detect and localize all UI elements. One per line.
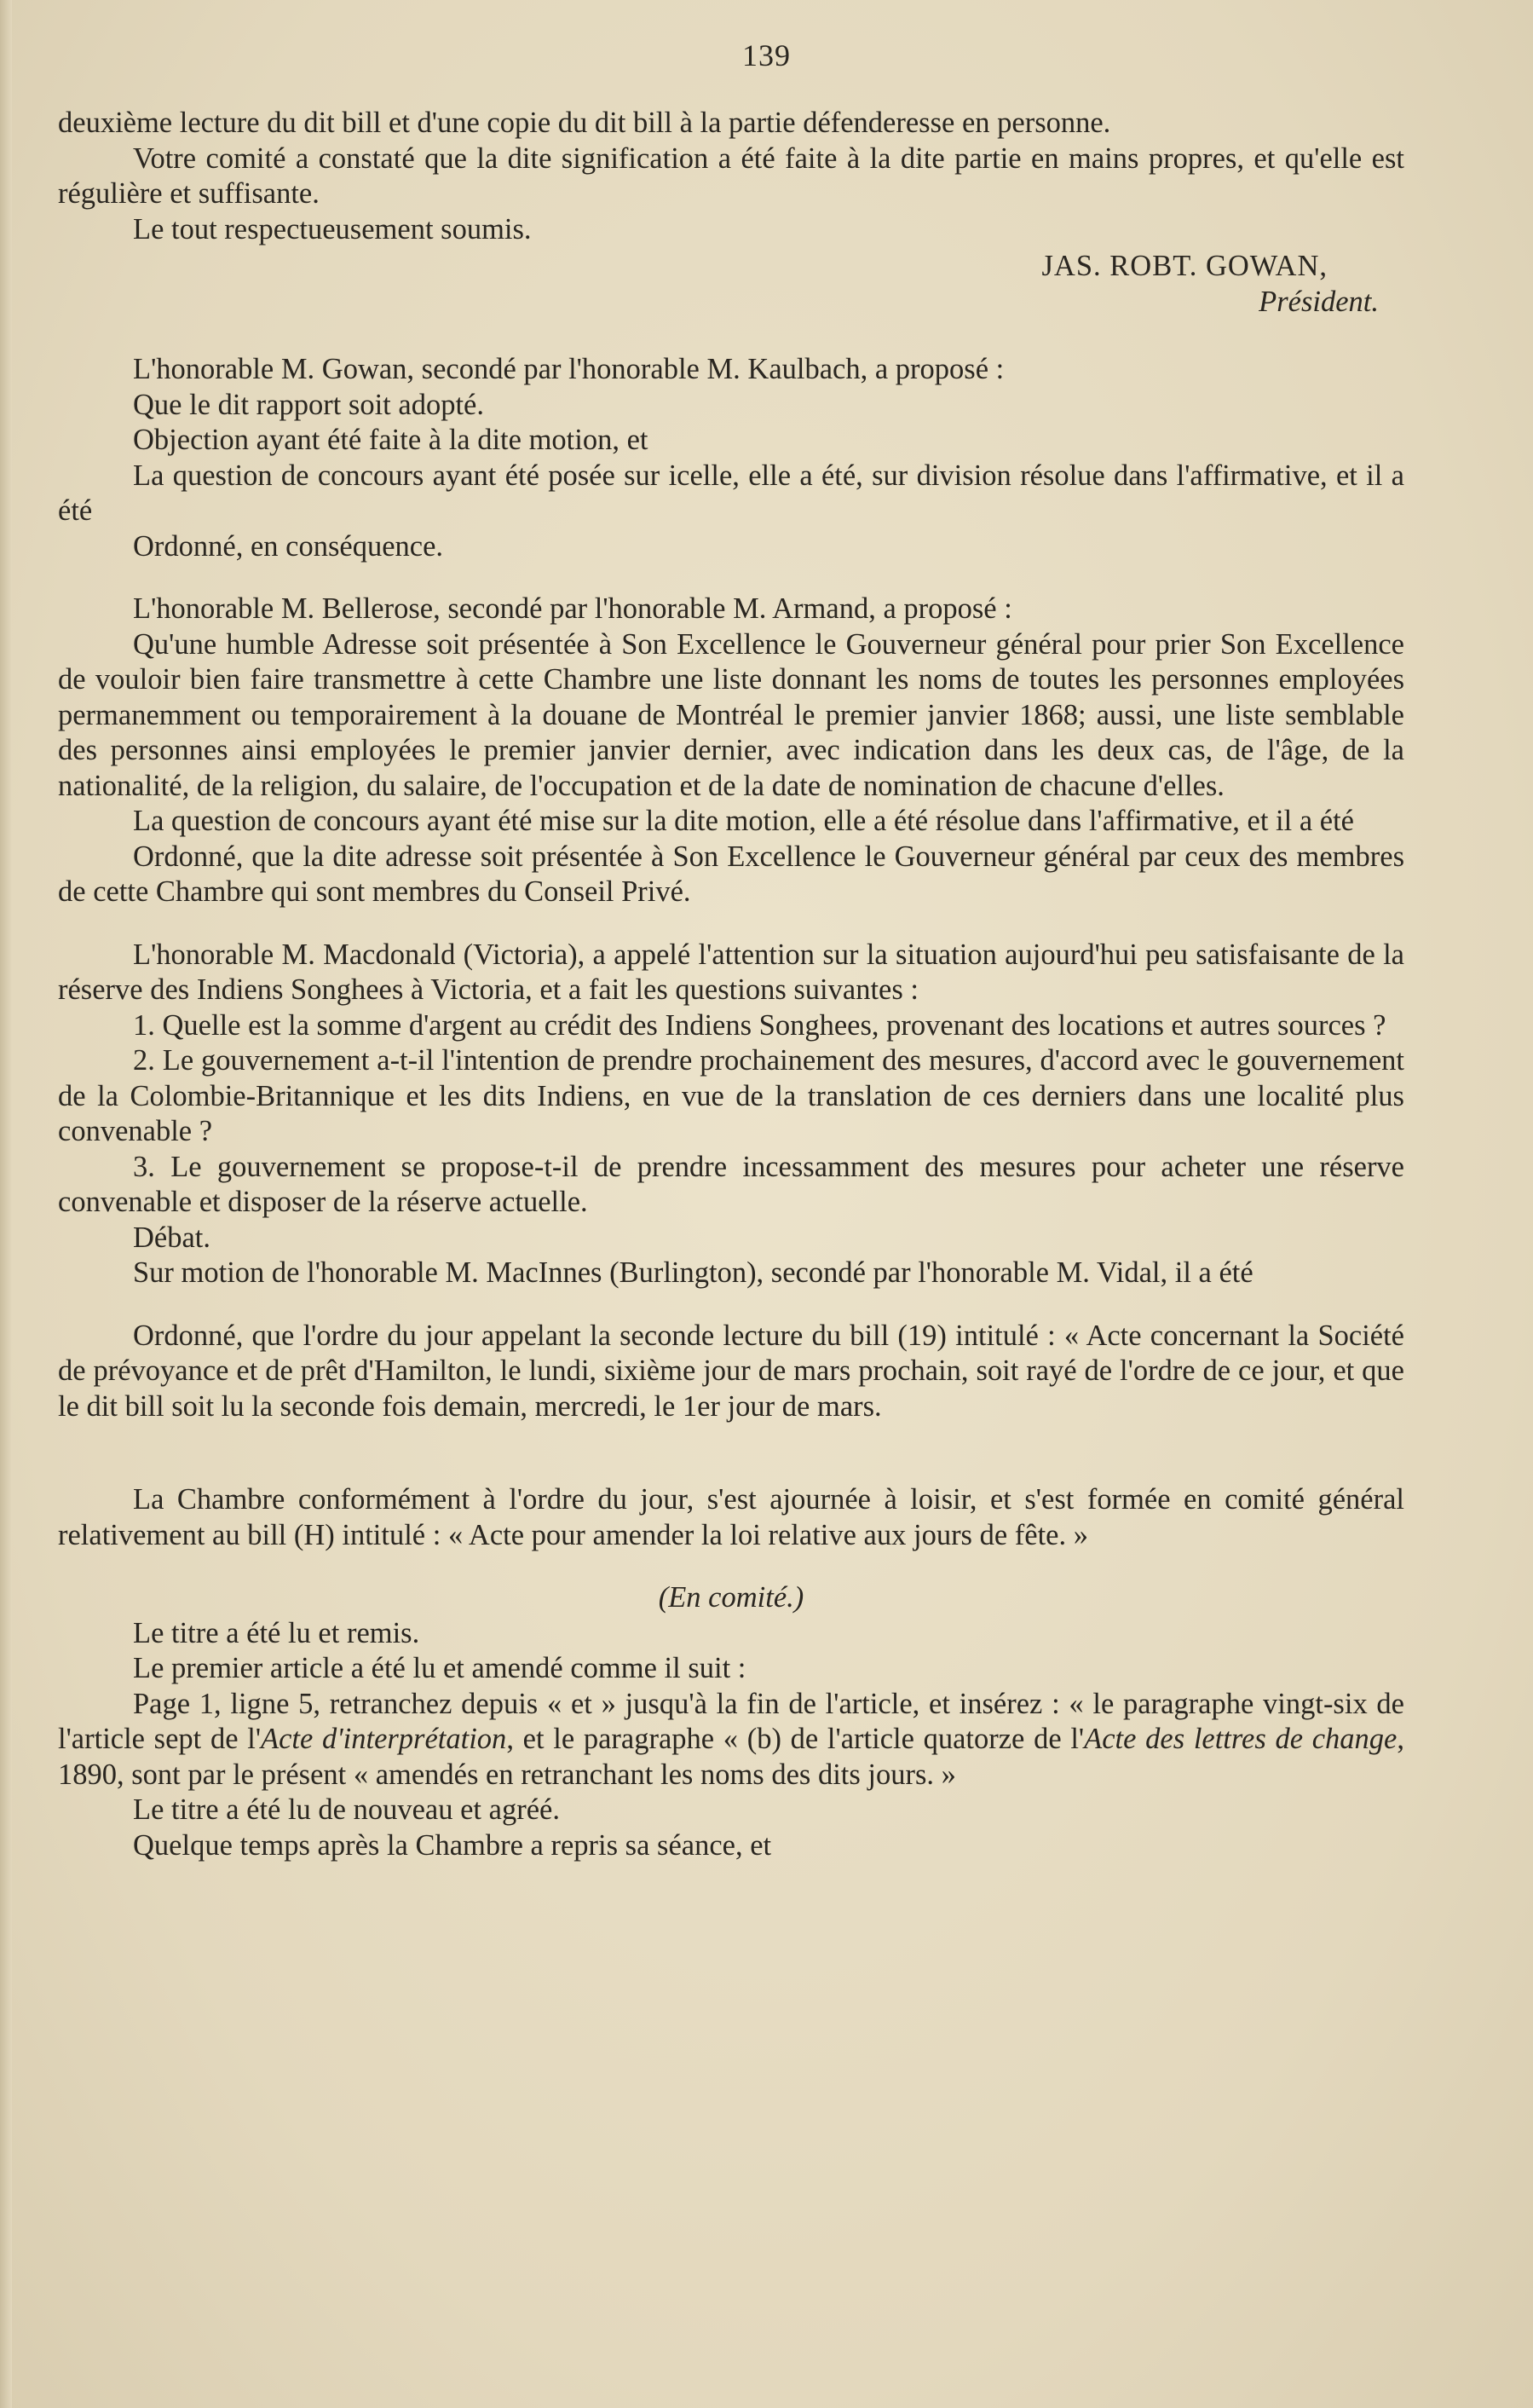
paragraph: Sur motion de l'honorable M. MacInnes (Burlington), secondé par l'honorable M. Vidal, il a été — [133, 1256, 1253, 1289]
paragraph: deuxième lecture du dit bill et d'une copie du dit bill à la partie défenderesse en personne. — [58, 107, 1111, 139]
page-left-edge — [0, 0, 12, 2408]
paragraph: Débat. — [133, 1221, 211, 1254]
act-title: Acte d'interprétation — [261, 1723, 507, 1755]
question-item: 3. Le gouvernement se propose-t-il de prendre incessamment des mesures pour acheter une réserve convenable et disposer de la réserve actuelle. — [58, 1150, 1404, 1218]
paragraph: Que le dit rapport soit adopté. — [133, 388, 484, 421]
text-run: , et le paragraphe « (b) de l'article quatorze de l' — [506, 1723, 1085, 1755]
paragraph: Votre comité a constaté que la dite signification a été faite à la dite partie en mains propres, et qu'elle est régulière et suffisante. — [58, 141, 1404, 210]
paragraph: Le premier article a été lu et amendé comme il suit : — [133, 1652, 746, 1684]
paragraph: Ordonné, que l'ordre du jour appelant la seconde lecture du bill (19) intitulé : « Acte concernant la Société de prévoyance et de prêt d'Hamilton, le lundi, sixième jour de mars prochain, soit rayé de l'ordre de ce jour, et que le dit bill soit lu la seconde fois demain, mercredi, le 1er jour de mars. — [58, 1319, 1404, 1423]
paragraph: L'honorable M. Macdonald (Victoria), a appelé l'attention sur la situation aujourd'hui peu satisfaisante de la réserve des Indiens Songhees à Victoria, et a fait les questions suivantes : — [58, 938, 1404, 1006]
paragraph: Le tout respectueusement soumis. — [133, 212, 532, 245]
paragraph: Ordonné, que la dite adresse soit présentée à Son Excellence le Gouverneur général par ceux des membres de cette Chambre qui sont membres du Conseil Privé. — [58, 840, 1404, 908]
page-number: 139 — [742, 38, 791, 72]
document-body — [58, 106, 1404, 1863]
paragraph: L'honorable M. Bellerose, secondé par l'honorable M. Armand, a proposé : — [133, 592, 1012, 625]
question-item: 1. Quelle est la somme d'argent au crédit des Indiens Songhees, provenant des locations et autres sources ? — [133, 1008, 1386, 1042]
paragraph: L'honorable M. Gowan, secondé par l'honorable M. Kaulbach, a proposé : — [133, 353, 1005, 385]
paragraph: La Chambre conformément à l'ordre du jour, s'est ajournée à loisir, et s'est formée en comité général relativement au bill (H) intitulé : « Acte pour amender la loi relative aux jours de fête. » — [58, 1483, 1404, 1551]
paragraph: La question de concours ayant été posée sur icelle, elle a été, sur division résolue dans l'affirmative, et il a été — [58, 459, 1404, 527]
paragraph: Qu'une humble Adresse soit présentée à Son Excellence le Gouverneur général pour prier Son Excellence de vouloir bien faire transmettre à cette Chambre une liste donnant les noms de toutes les personnes employées permanemment ou temporairement à la douane de Montréal le premier janvier 1868; aussi, une liste semblable des personnes ainsi employées le premier janvier dernier, avec indication dans les deux cas, de l'âge, de la nationalité, de la religion, du salaire, de l'occupation et de la date de nomination de chacune d'elles. — [58, 627, 1404, 802]
paragraph: Le titre a été lu de nouveau et agréé. — [133, 1793, 560, 1826]
paragraph: Quelque temps après la Chambre a repris sa séance, et — [133, 1828, 772, 1862]
paragraph — [58, 1687, 1404, 1793]
section-heading-text: (En comité.) — [658, 1581, 804, 1614]
paragraph: Le titre a été lu et remis. — [133, 1616, 420, 1649]
text-run: Page 1, ligne 5, retranchez depuis « et » jusqu'à la fin de l'article, et insérez : « le paragraphe vingt-six de l'article sept de l' — [58, 1687, 1404, 1755]
signature-name: JAS. ROBT. GOWAN, — [1041, 250, 1328, 282]
text-run: , 1890, sont par le présent « amendés en retranchant les noms des dits jours. » — [58, 1723, 1404, 1791]
signature-title: Président. — [1259, 285, 1379, 318]
act-title: Acte des lettres de change — [1084, 1723, 1398, 1755]
section-heading — [58, 1580, 1404, 1616]
paragraph: Objection ayant été faite à la dite motion, et — [133, 424, 648, 456]
paragraph: La question de concours ayant été mise sur la dite motion, elle a été résolue dans l'affirmative, et il a été — [133, 805, 1354, 837]
paragraph: Ordonné, en conséquence. — [133, 529, 444, 563]
question-item: 2. Le gouvernement a-t-il l'intention de prendre prochainement des mesures, d'accord avec le gouvernement de la Colombie-Britannique et les dits Indiens, en vue de la translation de ces derniers dans une localité plus convenable ? — [58, 1044, 1404, 1147]
